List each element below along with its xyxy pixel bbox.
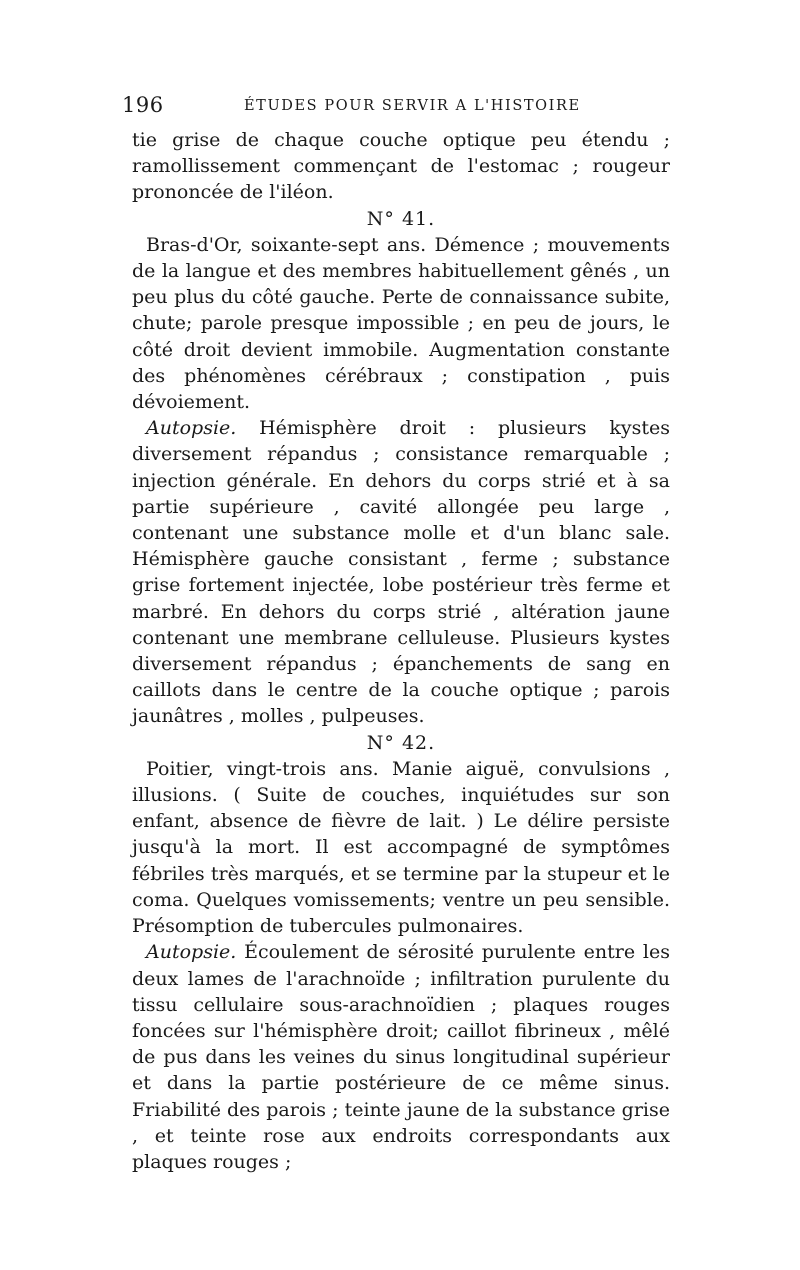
page-number: 196 — [122, 93, 164, 117]
case-42-heading: N° 42. — [366, 731, 436, 754]
autopsy-text: Écoulement de sérosité purulente entre les deux lames de l'arachnoïde ; infiltration purulente du tissu cellulaire sous-arachnoïdien ; plaques rouges foncées sur l'hémisphère droit; caillot fibrineux , mêlé de pus dans les veines du sinus longitudinal supérieur et dans la partie postérieure de ce même sinus. Friabilité des parois ; teinte jaune de la substance grise , et teinte rose aux endroits correspondants aux plaques rouges ; — [132, 941, 670, 1173]
case-41-heading: N° 41. — [366, 207, 436, 230]
case-41-autopsy-paragraph — [132, 415, 670, 729]
autopsy-text: Hémisphère droit : plusieurs kystes diversement répandus ; consistance remarquable ; injection générale. En dehors du corps strié et à sa partie supérieure , cavité allongée peu large , contenant une substance molle et d'un blanc sale. Hémisphère gauche consistant , ferme ; substance grise fortement injectée, lobe postérieur très ferme et marbré. En dehors du corps strié , altération jaune contenant une membrane celluleuse. Plusieurs kystes diversement répandus ; épanchements de sang en caillots dans le centre de la couche optique ; parois jaunâtres , molles , pulpeuses. — [132, 417, 670, 728]
running-head: ÉTUDES POUR SERVIR A L'HISTOIRE — [244, 98, 581, 114]
intro-paragraph: tie grise de chaque couche optique peu étendu ; ramollissement commençant de l'estomac ; rougeur prononcée de l'iléon. — [132, 129, 670, 204]
page-header — [122, 93, 682, 119]
autopsy-label: Autopsie. — [146, 941, 237, 964]
case-42-paragraph: Poitier, vingt-trois ans. Manie aiguë, convulsions , illusions. ( Suite de couches, inquiétudes sur son enfant, absence de fièvre de lait. ) Le délire persiste jusqu'à la mort. Il est accompagné de symptômes fébriles très marqués, et se termine par la stupeur et le coma. Quelques vomissements; ventre un peu sensible. Présomption de tubercules pulmonaires. — [132, 757, 670, 938]
autopsy-label: Autopsie. — [146, 417, 237, 440]
case-41-paragraph: Bras-d'Or, soixante-sept ans. Démence ; mouvements de la langue et des membres habituellement gênés , un peu plus du côté gauche. Perte de connaissance subite, chute; parole presque impossible ; en peu de jours, le côté droit devient immobile. Augmentation constante des phénomènes cérébraux ; constipation , puis dévoiement. — [132, 233, 670, 414]
body-text — [132, 127, 670, 1175]
case-42-autopsy-paragraph — [132, 939, 670, 1175]
